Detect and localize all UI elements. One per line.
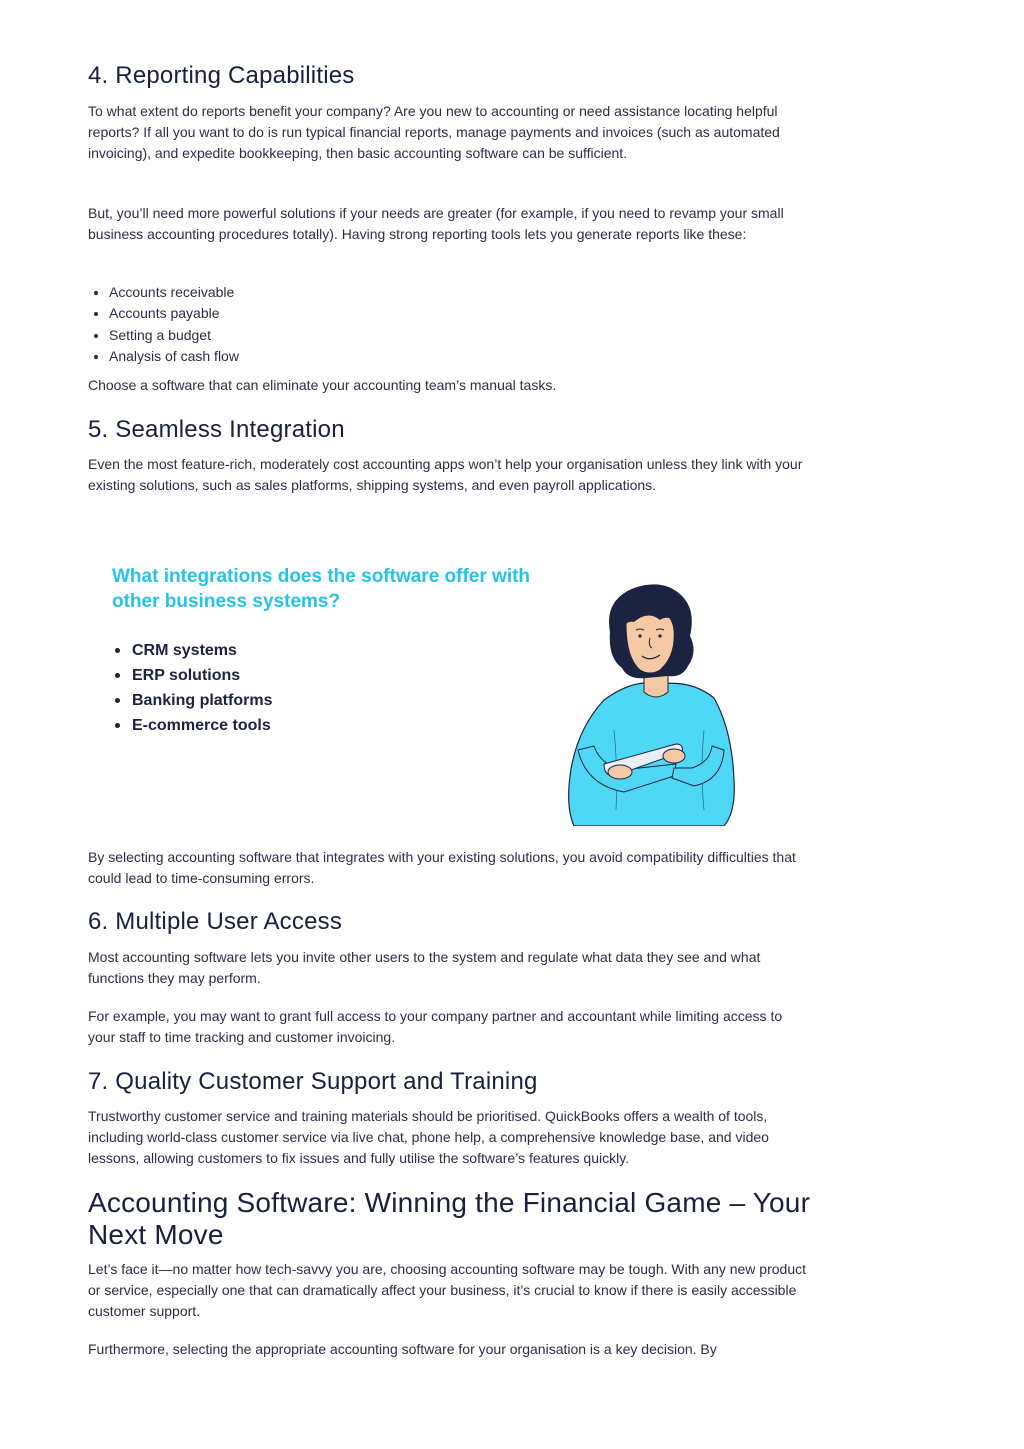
support-paragraph-1: Trustworthy customer service and training materials should be prioritised. QuickBooks offers a wealth of tools, including world-class customer service via live chat, phone help, a comprehensive knowledge base, and video lessons, allowing customers to fix issues and fully utilise the software’s features quickly. [88,1108,769,1166]
heading-reporting-capabilities: 4. Reporting Capabilities [88,62,355,89]
heading-customer-support: 7. Quality Customer Support and Training [88,1068,538,1095]
reporting-list [88,282,809,367]
access-paragraph-2: For example, you may want to grant full access to your company partner and accountant while limiting access to your staff to time tracking and customer invoicing. [88,1008,783,1045]
heading-multiple-user-access: 6. Multiple User Access [88,908,343,935]
reporting-paragraph-3: Choose a software that can eliminate your accounting team’s manual tasks. [88,377,557,393]
list-item: CRM systems [114,638,272,663]
reporting-paragraph-2: But, you’ll need more powerful solutions if your needs are greater (for example, if you need to revamp your small business accounting procedures totally). Having strong reporting tools lets you generate reports like these: [88,205,784,242]
person-with-tablet-illustration [564,580,744,826]
list-item: ERP solutions [114,663,272,688]
conclusion-paragraph-1: Let’s face it—no matter how tech-savvy you are, choosing accounting software may be tough. With any new product or service, especially one that can dramatically affect your business, it’s crucial to know if there is easily accessible customer support. [88,1261,807,1319]
integration-figure [112,560,752,826]
list-item: • Analysis of cash flow [109,346,809,367]
list-item: • Accounts receivable [109,282,809,303]
figure-title: What integrations does the software offer with other business systems? [112,566,531,612]
list-item: • Accounts payable [109,303,809,324]
figure-list [114,638,272,738]
conclusion-paragraph-2: Furthermore, selecting the appropriate accounting software for your organisation is a key decision. By [88,1341,717,1357]
list-item: • Setting a budget [109,325,809,346]
integration-paragraph-2: By selecting accounting software that integrates with your existing solutions, you avoid compatibility difficulties that could lead to time-consuming errors. [88,849,796,886]
list-item: Banking platforms [114,688,272,713]
list-item: E-commerce tools [114,713,272,738]
reporting-paragraph-1: To what extent do reports benefit your company? Are you new to accounting or need assistance locating helpful reports? If all you want to do is run typical financial reports, manage payments and invoices (such as automated invoicing), and expedite bookkeeping, then basic accounting software can be sufficient. [88,103,780,161]
access-paragraph-1: Most accounting software lets you invite other users to the system and regulate what data they see and what functions they may perform. [88,949,761,986]
integration-paragraph-1: Even the most feature-rich, moderately cost accounting apps won’t help your organisation unless they link with your existing solutions, such as sales platforms, shipping systems, and even payroll applications. [88,456,803,493]
heading-conclusion: Accounting Software: Winning the Financial Game – Your Next Move [88,1187,811,1250]
heading-seamless-integration: 5. Seamless Integration [88,416,345,443]
